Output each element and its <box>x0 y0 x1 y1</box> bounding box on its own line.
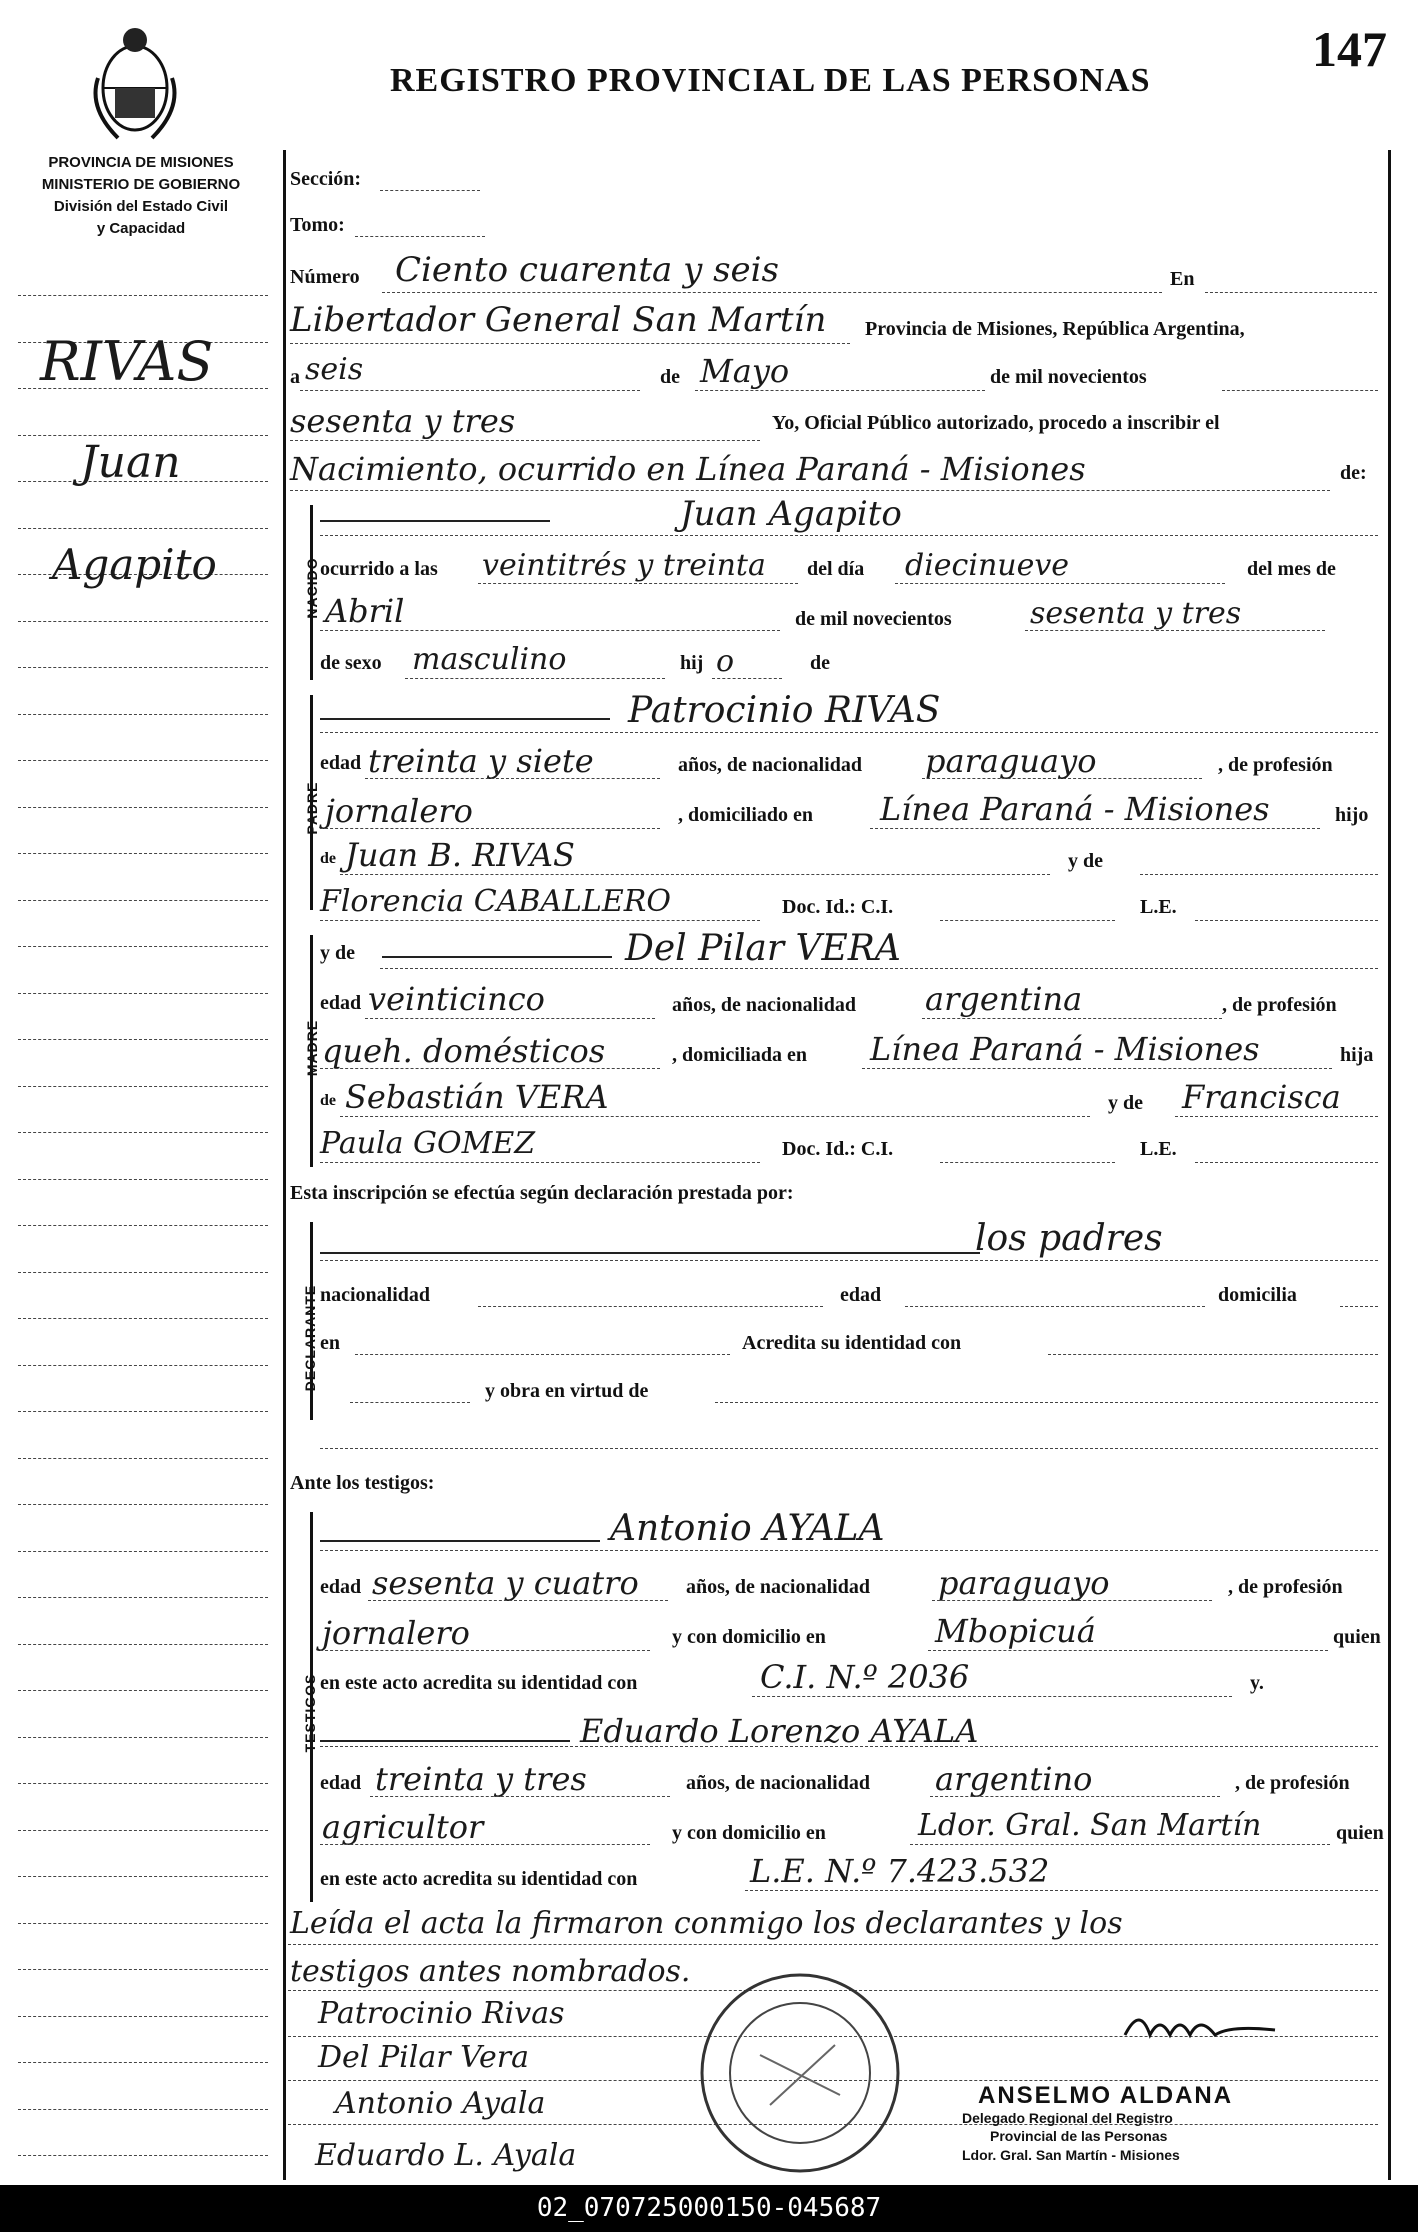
margin-rule-line <box>18 1969 268 1970</box>
agency-block <box>10 152 272 240</box>
page-number: 147 <box>1312 21 1387 77</box>
margin-surname: RIVAS <box>40 330 214 393</box>
page-title: REGISTRO PROVINCIAL DE LAS PERSONAS <box>390 62 1151 99</box>
padre-edad-label: edad <box>320 752 362 774</box>
margin-rule-line <box>18 1876 268 1877</box>
margin-rule-line <box>18 435 268 436</box>
testigo2-nac-label: años, de nacionalidad <box>686 1772 870 1794</box>
margin-rule-line <box>18 760 268 761</box>
firma-padre: Patrocinio Rivas <box>318 1996 565 2031</box>
lectura-linea-2: testigos antes nombrados. <box>290 1954 691 1989</box>
anio-nacimiento: sesenta y tres <box>1030 596 1242 631</box>
margin-rule-line <box>18 900 268 901</box>
oficial-cargo-3: Ldor. Gral. San Martín - Misiones <box>962 2147 1180 2163</box>
hijo-de-label: de <box>810 652 830 674</box>
firma-madre: Del Pilar Vera <box>318 2040 529 2075</box>
abuela-paterna: Florencia CABALLERO <box>320 884 671 919</box>
margin-rule-line <box>18 1086 268 1087</box>
testigos-section-label: TESTIGOS <box>302 1673 318 1753</box>
declarante-intro: Esta inscripción se efectúa según declaración prestada por: <box>290 1182 794 1204</box>
a-label: a <box>290 366 300 388</box>
testigo1-documento: C.I. N.º 2036 <box>760 1658 970 1696</box>
padre-nacionalidad: paraguayo <box>925 742 1097 780</box>
declarante-edad-label: edad <box>840 1284 882 1306</box>
madre-y-de-label: y de <box>320 942 355 964</box>
margin-rule-line <box>18 807 268 808</box>
margin-rule-line <box>18 1458 268 1459</box>
testigo1-quien-label: quien <box>1333 1626 1381 1648</box>
testigo2-prof-label: , de profesión <box>1235 1772 1350 1794</box>
testigo1-nombre: Antonio AYALA <box>610 1508 885 1549</box>
margin-rule-line <box>18 1923 268 1924</box>
margin-rule-line <box>18 2109 268 2110</box>
madre-domicilio: Línea Paraná - Misiones <box>870 1030 1260 1068</box>
margin-rule-line <box>18 993 268 994</box>
oficial-cargo-1: Delegado Regional del Registro <box>962 2110 1173 2126</box>
margin-rule-line <box>18 1318 268 1319</box>
margin-rule-line <box>18 1411 268 1412</box>
madre-nacionalidad: argentina <box>925 980 1083 1018</box>
margin-rule-line <box>18 2062 268 2063</box>
madre-nombre: Del Pilar VERA <box>625 928 901 969</box>
testigo2-edad-label: edad <box>320 1772 362 1794</box>
margin-rule-line <box>18 1225 268 1226</box>
testigo1-nac-label: años, de nacionalidad <box>686 1576 870 1598</box>
document-id-footer: 02_070725000150-045687 <box>0 2185 1418 2232</box>
madre-y-de2-label: y de <box>1108 1092 1143 1114</box>
testigo1-edad: sesenta y cuatro <box>372 1564 639 1602</box>
hijo-label: hij <box>680 652 704 674</box>
del-mes-label: del mes de <box>1247 558 1336 580</box>
madre-edad: veinticinco <box>368 980 545 1018</box>
sexo-value: masculino <box>412 642 567 677</box>
firma-testigo-2: Eduardo L. Ayala <box>315 2138 577 2173</box>
numero-label: Número <box>290 266 360 288</box>
madre-edad-label: edad <box>320 992 362 1014</box>
margin-rule-line <box>18 667 268 668</box>
anio-value: sesenta y tres <box>290 402 516 440</box>
madre-doc-label: Doc. Id.: C.I. <box>782 1138 894 1160</box>
margin-rule-line <box>18 621 268 622</box>
abuela-materna-2: Paula GOMEZ <box>320 1126 536 1161</box>
coat-of-arms-seal <box>80 18 190 148</box>
abuela-materna-1: Francisca <box>1182 1078 1341 1116</box>
margin-rule-line <box>18 1597 268 1598</box>
margin-rule-line <box>18 1272 268 1273</box>
margin-rule-line <box>18 1830 268 1831</box>
padre-dom-label: , domiciliado en <box>678 804 814 826</box>
declarante-section-label: DECLARANTE <box>302 1284 318 1392</box>
testigo2-acredita-label: en este acto acredita su identidad con <box>320 1868 638 1890</box>
padre-doc-label: Doc. Id.: C.I. <box>782 896 894 918</box>
padre-le-label: L.E. <box>1140 896 1177 918</box>
oficial-cargo-2: Provincial de las Personas <box>990 2128 1168 2144</box>
sexo-label: de sexo <box>320 652 382 674</box>
testigos-intro: Ante los testigos: <box>290 1472 435 1494</box>
testigo2-quien-label: quien <box>1336 1822 1384 1844</box>
testigo2-nacionalidad: argentino <box>935 1760 1093 1798</box>
padre-de-label: de <box>320 850 336 867</box>
mes-nacimiento: Abril <box>325 592 405 630</box>
margin-rule-line <box>18 1551 268 1552</box>
padre-domicilio: Línea Paraná - Misiones <box>880 790 1270 828</box>
testigo2-edad: treinta y tres <box>375 1760 587 1798</box>
padre-nac-label: años, de nacionalidad <box>678 754 862 776</box>
mil-novecientos-label: de mil novecientos <box>990 366 1147 388</box>
testigo1-y-label: y. <box>1250 1672 1264 1694</box>
oficial-signature-mark <box>1120 2005 1280 2050</box>
hijo-value: o <box>716 644 735 679</box>
margin-rule-line <box>18 1737 268 1738</box>
padre-section-label: PADRE <box>304 781 320 835</box>
testigo1-prof-label: , de profesión <box>1228 1576 1343 1598</box>
testigo2-dom-label: y con domicilio en <box>672 1822 826 1844</box>
agency-line: División del Estado Civil <box>53 198 229 215</box>
testigo2-domicilio: Ldor. Gral. San Martín <box>918 1808 1262 1843</box>
testigo1-edad-label: edad <box>320 1576 362 1598</box>
tomo-label: Tomo: <box>290 214 345 236</box>
padre-hijo-label: hijo <box>1335 804 1369 826</box>
lugar-value: Libertador General San Martín <box>290 300 827 340</box>
testigo1-nacionalidad: paraguayo <box>938 1564 1110 1602</box>
margin-rule-line <box>18 1132 268 1133</box>
de-label: de <box>660 366 680 388</box>
dia-value: seis <box>305 352 364 387</box>
padre-nombre: Patrocinio RIVAS <box>628 690 941 731</box>
margin-rule-line <box>18 1644 268 1645</box>
madre-dom-label: , domiciliada en <box>672 1044 808 1066</box>
margin-rule-line <box>18 714 268 715</box>
margin-rule-line <box>18 946 268 947</box>
dia-nacimiento: diecinueve <box>905 548 1070 583</box>
margin-rule-line <box>18 1039 268 1040</box>
declarante-acredita-label: Acredita su identidad con <box>742 1332 962 1354</box>
padre-profesion: jornalero <box>325 792 473 830</box>
madre-prof-label: , de profesión <box>1222 994 1337 1016</box>
margin-rule-line <box>18 1365 268 1366</box>
testigo2-documento: L.E. N.º 7.423.532 <box>750 1852 1050 1890</box>
abuelo-paterno: Juan B. RIVAS <box>345 836 575 874</box>
margin-rule-line <box>18 528 268 529</box>
margin-rule-line <box>18 1504 268 1505</box>
madre-hija-label: hija <box>1340 1044 1374 1066</box>
agency-line: y Capacidad <box>96 220 186 237</box>
margin-rule-line <box>18 2155 268 2156</box>
nacido-section-label: NACIDO <box>304 557 320 619</box>
madre-de-label: de <box>320 1092 336 1109</box>
margin-rule-line <box>18 853 268 854</box>
del-dia-label: del día <box>807 558 865 580</box>
testigo2-nombre: Eduardo Lorenzo AYALA <box>580 1712 979 1750</box>
en-label: En <box>1170 268 1195 290</box>
padre-prof-label: , de profesión <box>1218 754 1333 776</box>
margin-rule-line <box>18 1179 268 1180</box>
margin-name-2: Agapito <box>52 540 217 589</box>
margin-name-1: Juan <box>80 437 181 488</box>
madre-le-label: L.E. <box>1140 1138 1177 1160</box>
lectura-linea-1: Leída el acta la firmaron conmigo los declarantes y los <box>290 1906 1123 1941</box>
mil-nov-nacido-label: de mil novecientos <box>795 608 952 630</box>
madre-nac-label: años, de nacionalidad <box>672 994 856 1016</box>
testigo1-dom-label: y con domicilio en <box>672 1626 826 1648</box>
oficial-text: Yo, Oficial Público autorizado, procedo a inscribir el <box>772 412 1220 434</box>
margin-rule-line <box>18 1783 268 1784</box>
mes-value: Mayo <box>700 352 790 390</box>
firma-testigo-1: Antonio Ayala <box>335 2086 546 2121</box>
testigo1-domicilio: Mbopicuá <box>935 1612 1096 1650</box>
ocurrido-label: ocurrido a las <box>320 558 438 580</box>
de-colon-label: de: <box>1340 462 1367 484</box>
provincia-text: Provincia de Misiones, República Argentina, <box>865 318 1245 340</box>
padre-y-de-label: y de <box>1068 850 1103 872</box>
declarante-obra-label: y obra en virtud de <box>485 1380 649 1402</box>
declarante-domicilia-label: domicilia <box>1218 1284 1297 1306</box>
testigo1-acredita-label: en este acto acredita su identidad con <box>320 1672 638 1694</box>
acto-value: Nacimiento, ocurrido en Línea Paraná - Misiones <box>290 450 1086 488</box>
madre-section-label: MADRE <box>304 1019 320 1077</box>
margin-rule-line <box>18 1690 268 1691</box>
declarante-quien: los padres <box>975 1218 1163 1259</box>
margin-rule-line <box>18 295 268 296</box>
abuelo-materno: Sebastián VERA <box>345 1078 609 1116</box>
oficial-nombre: ANSELMO ALDANA <box>978 2082 1234 2109</box>
declarante-nac-label: nacionalidad <box>320 1284 431 1306</box>
testigo2-profesion: agricultor <box>322 1808 484 1846</box>
agency-line: PROVINCIA DE MISIONES <box>48 154 234 171</box>
margin-rule-line <box>18 2016 268 2017</box>
madre-profesion: queh. domésticos <box>322 1032 606 1070</box>
nacido-nombre: Juan Agapito <box>680 494 902 534</box>
hora-value: veintitrés y treinta <box>482 548 766 583</box>
agency-line: MINISTERIO DE GOBIERNO <box>41 176 241 193</box>
numero-value: Ciento cuarenta y seis <box>395 250 779 290</box>
testigo1-profesion: jornalero <box>322 1614 470 1652</box>
declarante-en-label: en <box>320 1332 340 1354</box>
padre-edad: treinta y siete <box>368 742 594 780</box>
seccion-label: Sección: <box>290 168 362 190</box>
official-seal-stamp <box>690 1965 910 2180</box>
